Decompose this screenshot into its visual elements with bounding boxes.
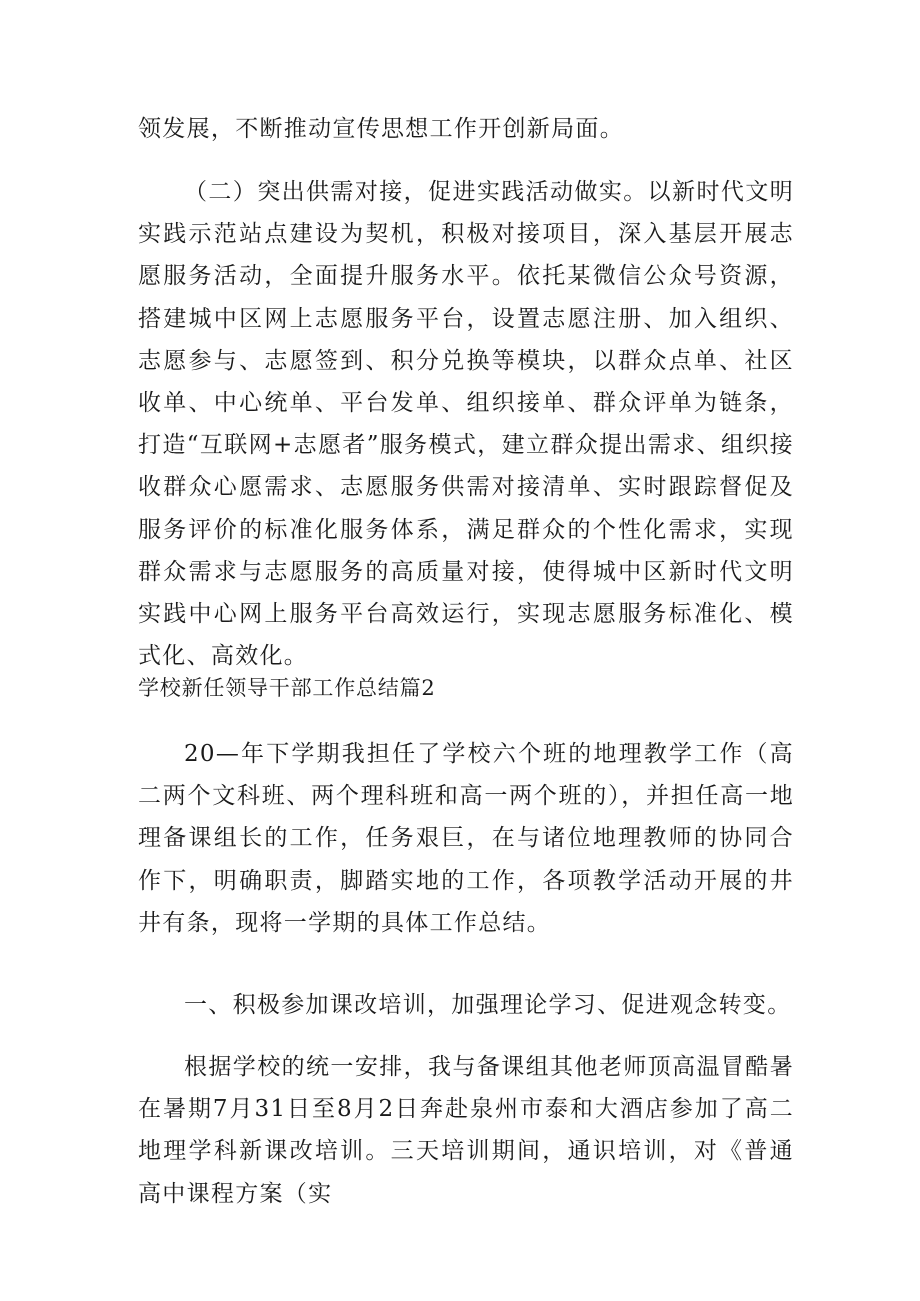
section-heading: 学校新任领导干部工作总结篇2 <box>138 676 436 700</box>
paragraph-subheading: 一、积极参加课改培训，加强理论学习、促进观念转变。 <box>184 992 792 1018</box>
paragraph-training: 根据学校的统一安排，我与备课组其他老师顶高温冒酷暑在暑期7月31日至8月2日奔赴泉州市泰和大酒店参加了高二地理学科新课改培训。三天培训期间，通识培训，对《普通高中课程方案（实 <box>138 1054 794 1207</box>
paragraph-supply-demand: （二）突出供需对接，促进实践活动做实。以新时代文明实践示范站点建设为契机，积极对接项目，深入基层开展志愿服务活动，全面提升服务水平。依托某微信公众号资源，搭建城中区网上志愿服务平台，设置志愿注册、加入组织、志愿参与、志愿签到、积分兑换等模块，以群众点单、社区收单、中心统单、平台发单、组织接单、群众评单为链条，打造“互联网+志愿者”服务模式，建立群众提出需求、组织接收群众心愿需求、志愿服务供需对接清单、实时跟踪督促及服务评价的标准化服务体系，满足群众的个性化需求，实现群众需求与志愿服务的高质量对接，使得城中区新时代文明实践中心网上服务平台高效运行，实现志愿服务标准化、模式化、高效化。 <box>138 179 794 670</box>
paragraph-semester-intro: 20—年下学期我担任了学校六个班的地理教学工作（高二两个文科班、两个理科班和高一两个班的），并担任高一地理备课组长的工作，任务艰巨，在与诸位地理教师的协同合作下，明确职责，脚踏实地的工作，各项教学活动开展的井井有条，现将一学期的具体工作总结。 <box>138 741 794 936</box>
paragraph-continuation: 领发展，不断推动宣传思想工作开创新局面。 <box>138 116 624 142</box>
